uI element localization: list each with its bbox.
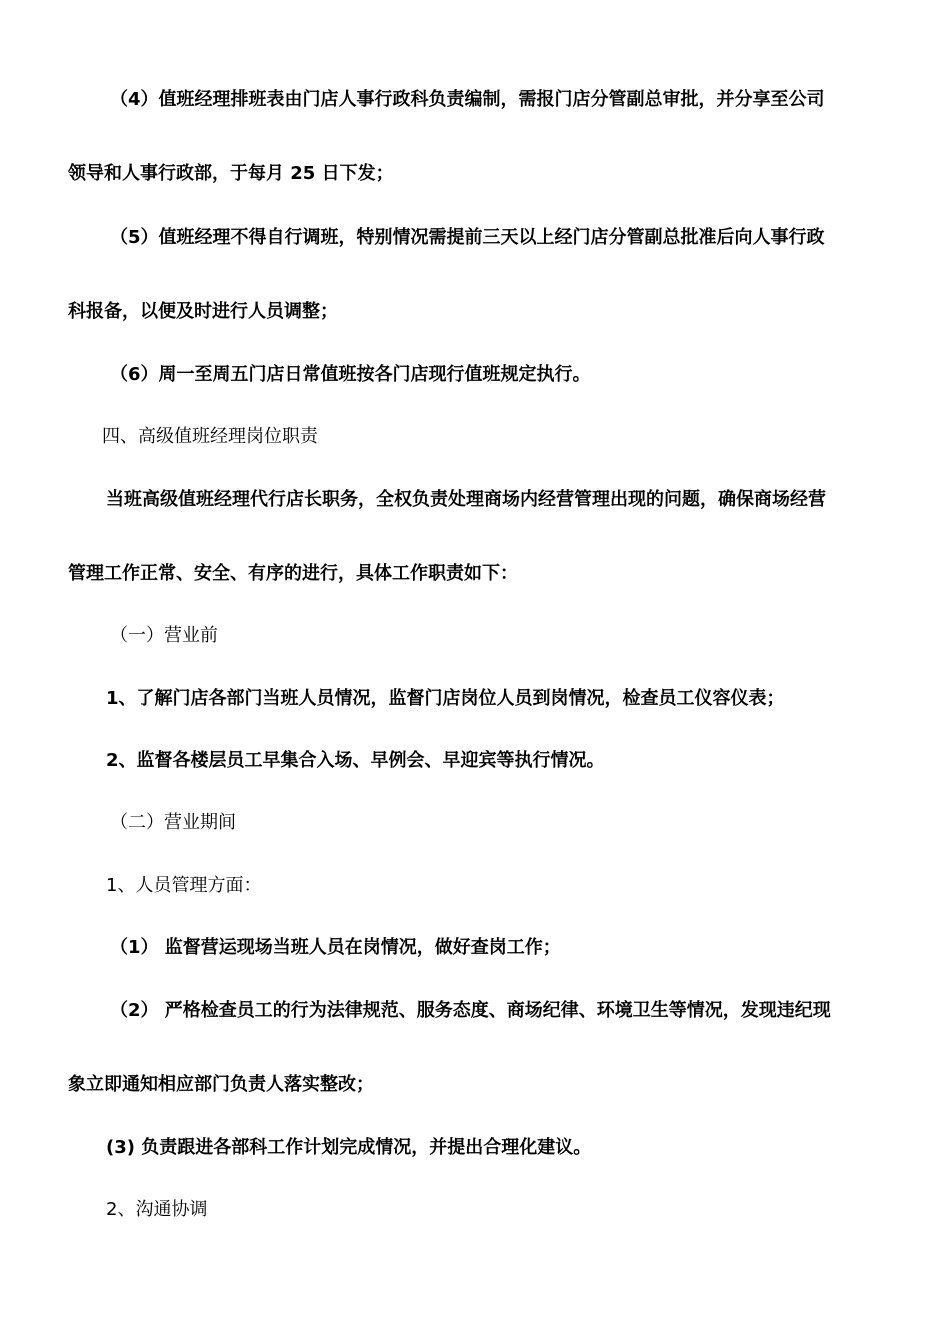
clause-6: （6）周一至周五门店日常值班按各门店现行值班规定执行。 (110, 364, 591, 385)
intro-line-1: 当班高级值班经理代行店长职务，全权负责处理商场内经营管理出现的问题，确保商场经营 (106, 489, 826, 510)
clause-5-line-2: 科报备，以便及时进行人员调整； (68, 301, 338, 322)
personnel-item-2-line-2: 象立即通知相应部门负责人落实整改； (68, 1074, 374, 1095)
personnel-heading: 1、人员管理方面： (106, 875, 262, 896)
personnel-item-2-line-1: （2） 严格检查员工的行为法律规范、服务态度、商场纪律、环境卫生等情况，发现违纪现 (110, 1000, 831, 1021)
item-1-before: 1、了解门店各部门当班人员情况，监督门店岗位人员到岗情况，检查员工仪容仪表； (106, 688, 785, 709)
item-2-before: 2、监督各楼层员工早集合入场、早例会、早迎宾等执行情况。 (106, 750, 605, 771)
clause-5-line-1: （5）值班经理不得自行调班，特别情况需提前三天以上经门店分管副总批准后向人事行政 (110, 227, 825, 248)
section-heading-4: 四、高级值班经理岗位职责 (102, 426, 318, 447)
subheading-during-business: （二）营业期间 (110, 812, 236, 833)
personnel-item-3: (3) 负责跟进各部科工作计划完成情况，并提出合理化建议。 (106, 1137, 592, 1158)
subheading-before-business: （一）营业前 (110, 625, 218, 646)
clause-4-line-2: 领导和人事行政部，于每月 25 日下发； (68, 163, 394, 184)
intro-line-2: 管理工作正常、安全、有序的进行，具体工作职责如下： (68, 563, 518, 584)
clause-4-line-1: （4）值班经理排班表由门店人事行政科负责编制，需报门店分管副总审批，并分享至公司 (110, 89, 825, 110)
personnel-item-1: （1） 监督营运现场当班人员在岗情况，做好查岗工作； (110, 937, 561, 958)
communication-heading: 2、沟通协调 (106, 1199, 208, 1220)
